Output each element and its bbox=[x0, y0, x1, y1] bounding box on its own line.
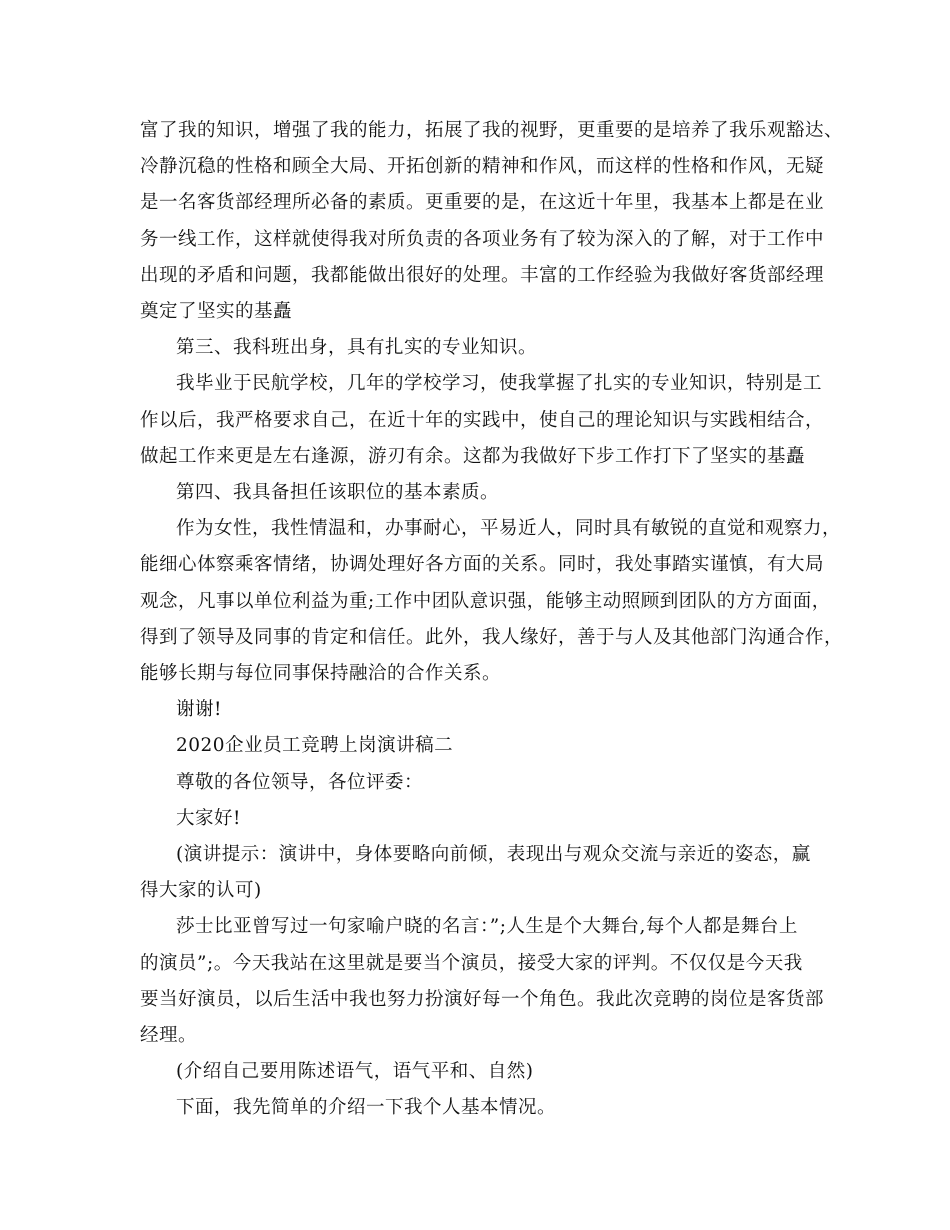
paragraph bbox=[140, 728, 830, 764]
text-line: 出现的矛盾和问题，我都能做出很好的处理。丰富的工作经验为我做好客货部经理 bbox=[140, 264, 825, 286]
text-line: 是一名客货部经理所必备的素质。更重要的是，在这近十年里，我基本上都是在业 bbox=[140, 192, 825, 214]
text-line: 的演员”;。今天我站在这里就是要当个演员，接受大家的评判。不仅仅是今天我 bbox=[140, 952, 803, 974]
text-line: (介绍自己要用陈述语气，语气平和、自然) bbox=[176, 1061, 534, 1083]
paragraph bbox=[140, 1054, 830, 1090]
text-line: 要当好演员，以后生活中我也努力扮演好每一个角色。我此次竞聘的岗位是客货部 bbox=[140, 988, 825, 1010]
paragraph bbox=[140, 765, 830, 801]
document-body bbox=[140, 113, 844, 1127]
paragraph bbox=[140, 837, 830, 909]
text-line: 第三、我科班出身，具有扎实的专业知识。 bbox=[176, 337, 538, 359]
text-line: 2020企业员工竞聘上岗演讲稿二 bbox=[176, 735, 454, 757]
text-line: 奠定了坚实的基矗 bbox=[140, 301, 293, 323]
text-line: 观念，凡事以单位利益为重;工作中团队意识强，能够主动照顾到团队的方方面面， bbox=[140, 590, 831, 612]
text-line: (演讲提示：演讲中，身体要略向前倾，表现出与观众交流与亲近的姿态，赢 bbox=[176, 844, 811, 866]
paragraph bbox=[140, 113, 844, 330]
text-line: 做起工作来更是左右逢源，游刃有余。这都为我做好下步工作打下了坚实的基矗 bbox=[140, 445, 806, 467]
text-line: 能够长期与每位同事保持融洽的合作关系。 bbox=[140, 663, 502, 685]
paragraph bbox=[140, 692, 830, 728]
text-line: 能细心体察乘客情绪，协调处理好各方面的关系。同时，我处事踏实谨慎，有大局 bbox=[140, 554, 825, 576]
text-line: 大家好! bbox=[176, 807, 241, 829]
text-line: 富了我的知识，增强了我的能力，拓展了我的视野，更重要的是培养了我乐观豁达、 bbox=[140, 120, 844, 141]
text-line: 谢谢! bbox=[176, 699, 222, 721]
text-line: 得大家的认可) bbox=[140, 880, 262, 902]
paragraph bbox=[140, 475, 830, 511]
text-line: 作为女性，我性情温和，办事耐心，平易近人，同时具有敏锐的直觉和观察力， bbox=[176, 518, 842, 540]
text-line: 冷静沉稳的性格和顾全大局、开拓创新的精神和作风，而这样的性格和作风，无疑 bbox=[140, 156, 825, 178]
text-line: 第四、我具备担任该职位的基本素质。 bbox=[176, 482, 500, 504]
paragraph bbox=[140, 801, 830, 837]
paragraph bbox=[140, 511, 844, 692]
text-line: 尊敬的各位领导，各位评委： bbox=[176, 771, 424, 793]
text-line: 下面，我先简单的介绍一下我个人基本情况。 bbox=[176, 1097, 557, 1119]
paragraph bbox=[140, 366, 830, 475]
text-line: 我毕业于民航学校，几年的学校学习，使我掌握了扎实的专业知识，特别是工 bbox=[176, 373, 823, 395]
text-line: 经理。 bbox=[140, 1025, 198, 1047]
text-line: 莎士比亚曾写过一句家喻户晓的名言：”;人生是个大舞台,每个人都是舞台上 bbox=[176, 916, 798, 938]
text-line: 得到了领导及同事的肯定和信任。此外，我人缘好，善于与人及其他部门沟通合作， bbox=[140, 626, 844, 648]
text-line: 作以后，我严格要求自己，在近十年的实践中，使自己的理论知识与实践相结合， bbox=[140, 409, 825, 431]
paragraph bbox=[140, 330, 830, 366]
text-line: 务一线工作，这样就使得我对所负责的各项业务有了较为深入的了解，对于工作中 bbox=[140, 228, 825, 250]
paragraph bbox=[140, 1090, 830, 1126]
paragraph bbox=[140, 909, 830, 1054]
